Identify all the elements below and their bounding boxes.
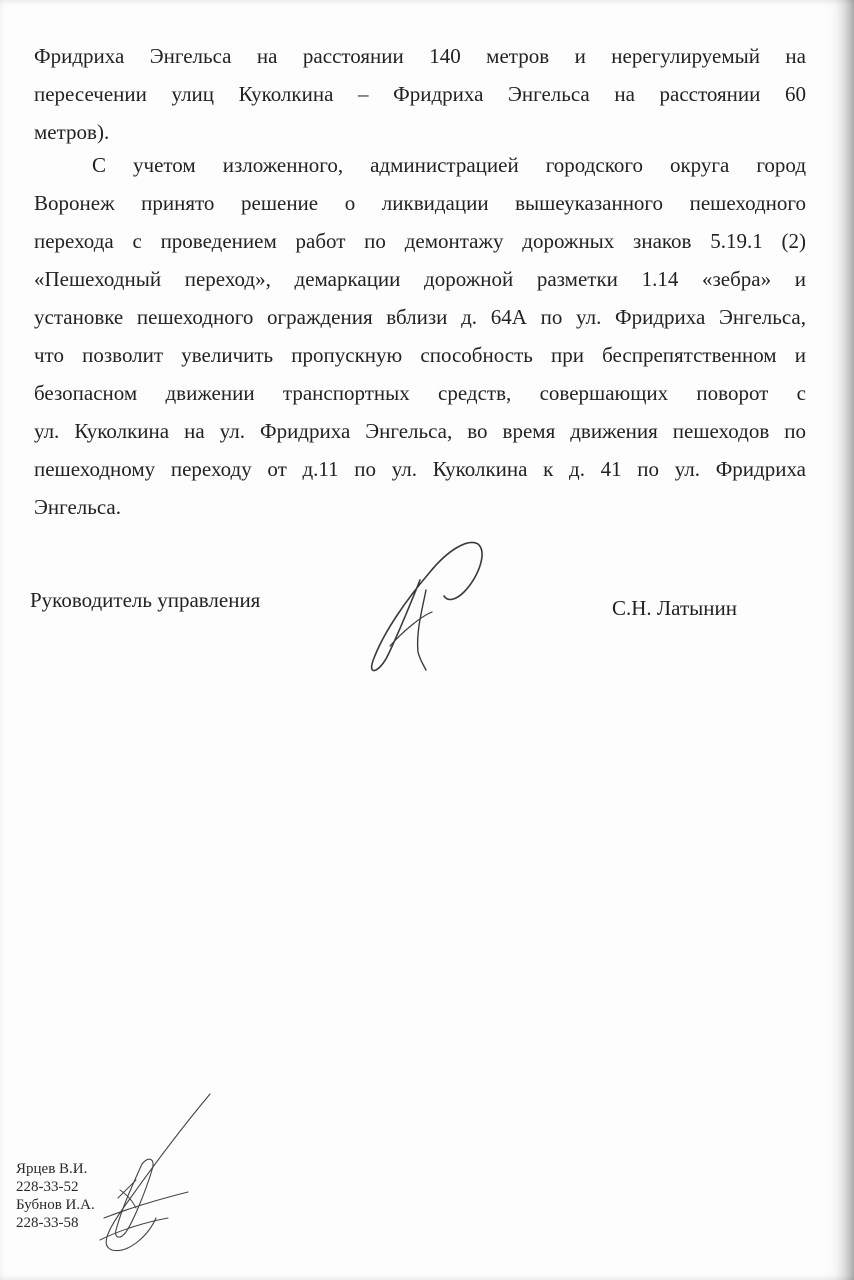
text-line: установке пешеходного ограждения вблизи д. 64А по ул. Фридриха Энгельса, [34,305,806,329]
text-line: ул. Куколкина на ул. Фридриха Энгельса, во время движения пешеходов по [34,419,806,443]
executor-signature [60,1090,230,1265]
signer-position: Руководитель управления [30,588,261,612]
text-line: пересечении улиц Куколкина – Фридриха Энгельса на расстоянии 60 [34,82,806,106]
text-line: перехода с проведением работ по демонтажу дорожных знаков 5.19.1 (2) [34,229,806,253]
executor-line: Ярцев В.И. [16,1161,88,1177]
text-line: метров). [34,120,110,144]
signer-name: С.Н. Латынин [612,596,737,620]
text-line: безопасном движении транспортных средств, совершающих поворот с [34,381,806,405]
text-line: Энгельса. [34,495,121,519]
executor-line: 228-33-52 [16,1179,79,1195]
text-line: что позволит увеличить пропускную способность при беспрепятственном и [34,343,806,367]
executor-line: Бубнов И.А. [16,1197,95,1213]
handwritten-signature [360,520,510,680]
paragraph-continuation [34,37,806,151]
executor-line: 228-33-58 [16,1215,79,1231]
paragraph-decision [34,146,806,526]
text-line: пешеходному переходу от д.11 по ул. Куколкина к д. 41 по ул. Фридриха [34,457,806,481]
text-line: Фридриха Энгельса на расстоянии 140 метров и нерегулируемый на [34,44,806,68]
text-line: Воронеж принято решение о ликвидации вышеуказанного пешеходного [34,191,806,215]
text-line: «Пешеходный переход», демаркации дорожной разметки 1.14 «зебра» и [34,267,806,291]
text-line: С учетом изложенного, администрацией городского округа город [92,153,806,177]
